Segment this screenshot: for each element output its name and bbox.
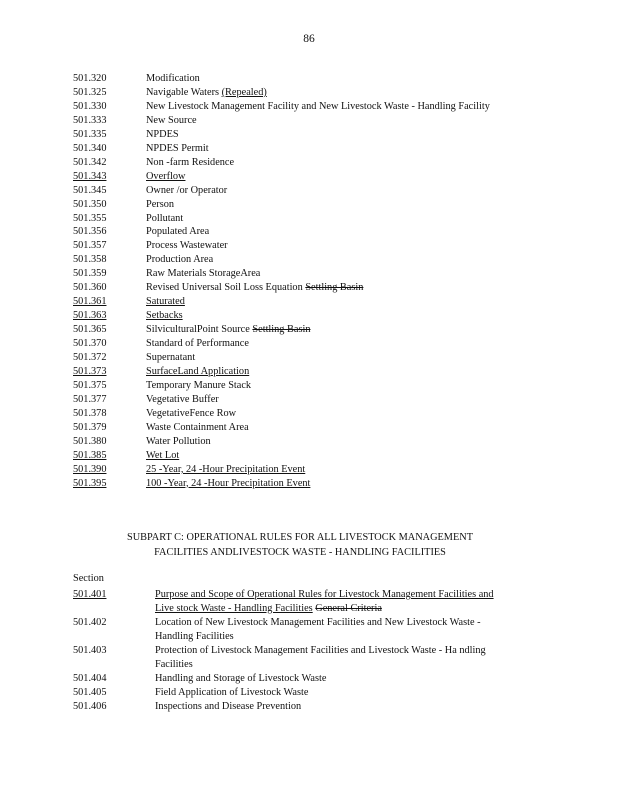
section-entry bbox=[0, 170, 618, 184]
section-number: 501.377 bbox=[73, 393, 107, 405]
struck-text: Settling Basin bbox=[305, 282, 364, 294]
section-entry bbox=[0, 267, 618, 281]
section-title-text: SilviculturalPoint Source bbox=[146, 324, 250, 336]
section-entry bbox=[0, 393, 618, 407]
section-title bbox=[146, 128, 506, 142]
section-title bbox=[146, 435, 506, 449]
section-title-text: Owner /or Operator bbox=[146, 184, 228, 196]
section-entry bbox=[0, 672, 618, 686]
section-title-text: Wet Lot bbox=[146, 449, 180, 461]
section-number: 501.330 bbox=[73, 100, 107, 112]
section-title-text: Person bbox=[146, 198, 175, 210]
subpart-heading bbox=[100, 531, 500, 560]
section-title-text: Vegetative Buffer bbox=[146, 393, 219, 405]
section-number: 501.343 bbox=[73, 170, 107, 182]
section-title bbox=[146, 225, 506, 239]
section-entry bbox=[0, 686, 618, 700]
section-title bbox=[155, 644, 500, 672]
section-number: 501.355 bbox=[73, 212, 107, 224]
section-title-text: Inspections and Disease Prevention bbox=[155, 700, 302, 712]
section-title-text: NPDES bbox=[146, 128, 179, 140]
section-title-text: Populated Area bbox=[146, 226, 210, 238]
section-entry bbox=[0, 616, 618, 644]
section-title bbox=[146, 170, 506, 184]
section-title bbox=[155, 672, 500, 686]
section-list bbox=[0, 72, 618, 491]
section-number: 501.360 bbox=[73, 282, 107, 294]
section-number: 501.365 bbox=[73, 324, 107, 336]
section-title-text: Setbacks bbox=[146, 310, 183, 322]
section-number: 501.395 bbox=[73, 477, 107, 489]
section-entry bbox=[0, 477, 618, 491]
section-title-text: Saturated bbox=[146, 296, 185, 308]
section-entry bbox=[0, 156, 618, 170]
section-title bbox=[146, 72, 506, 86]
section-title-text: 100 -Year, 24 -Hour Precipitation Event bbox=[146, 477, 311, 489]
section-number: 501.406 bbox=[73, 700, 107, 712]
section-number: 501.380 bbox=[73, 435, 107, 447]
section-number: 501.325 bbox=[73, 86, 107, 98]
section-number: 501.405 bbox=[73, 686, 107, 698]
section-entry bbox=[0, 281, 618, 295]
section-entry bbox=[0, 365, 618, 379]
section-title bbox=[146, 253, 506, 267]
section-title-text: Overflow bbox=[146, 170, 186, 182]
section-entry bbox=[0, 225, 618, 239]
section-title bbox=[146, 309, 506, 323]
section-entry bbox=[0, 295, 618, 309]
section-title-text: Standard of Performance bbox=[146, 338, 249, 350]
section-title-text: Process Wastewater bbox=[146, 240, 228, 252]
section-title bbox=[146, 239, 506, 253]
section-title-text: NPDES Permit bbox=[146, 142, 209, 154]
section-title bbox=[155, 700, 500, 714]
section-entry bbox=[0, 212, 618, 226]
section-title-text: Non -farm Residence bbox=[146, 156, 235, 168]
section-title bbox=[146, 100, 506, 114]
struck-text: General Criteria bbox=[315, 602, 382, 614]
section-title-text: Supernatant bbox=[146, 352, 196, 364]
section-number: 501.372 bbox=[73, 352, 107, 364]
section-title-text: Production Area bbox=[146, 254, 214, 266]
section-number: 501.385 bbox=[73, 449, 107, 461]
section-entry bbox=[0, 323, 618, 337]
section-title bbox=[146, 86, 506, 100]
section-entry bbox=[0, 700, 618, 714]
section-title bbox=[146, 393, 506, 407]
section-title-text: Navigable Waters bbox=[146, 86, 220, 98]
section-title-text: Revised Universal Soil Loss Equation bbox=[146, 282, 303, 294]
section-number: 501.402 bbox=[73, 616, 107, 628]
section-title-text: Modification bbox=[146, 73, 200, 84]
section-title bbox=[146, 463, 506, 477]
section-number: 501.345 bbox=[73, 184, 107, 196]
section-title bbox=[146, 477, 506, 491]
section-entry bbox=[0, 114, 618, 128]
section-number: 501.370 bbox=[73, 338, 107, 350]
section-title-text: Pollutant bbox=[146, 212, 184, 224]
section-title-text: 25 -Year, 24 -Hour Precipitation Event bbox=[146, 463, 306, 475]
section-list-subpart-c bbox=[0, 588, 618, 714]
section-title bbox=[146, 281, 506, 295]
section-title-text: SurfaceLand Application bbox=[146, 366, 250, 378]
section-entry bbox=[0, 449, 618, 463]
section-number: 501.375 bbox=[73, 379, 107, 391]
section-entry bbox=[0, 351, 618, 365]
section-title bbox=[146, 365, 506, 379]
inserted-text: (Repealed) bbox=[221, 86, 267, 98]
subpart-heading-line-2: FACILITIES ANDLIVESTOCK WASTE - HANDLING FACILITIES bbox=[154, 546, 446, 558]
section-title bbox=[146, 184, 506, 198]
section-title bbox=[146, 421, 506, 435]
section-entry bbox=[0, 142, 618, 156]
section-number: 501.373 bbox=[73, 366, 107, 378]
section-entry bbox=[0, 239, 618, 253]
section-number: 501.350 bbox=[73, 198, 107, 210]
section-title bbox=[146, 449, 506, 463]
section-number: 501.361 bbox=[73, 296, 107, 308]
section-title bbox=[146, 337, 506, 351]
section-number: 501.390 bbox=[73, 463, 107, 475]
section-number: 501.342 bbox=[73, 156, 107, 168]
section-title bbox=[146, 142, 506, 156]
section-number: 501.404 bbox=[73, 672, 107, 684]
section-number: 501.359 bbox=[73, 268, 107, 280]
section-number: 501.401 bbox=[73, 589, 107, 600]
page-number: 86 bbox=[303, 33, 315, 45]
section-number: 501.378 bbox=[73, 407, 107, 419]
section-entry bbox=[0, 184, 618, 198]
section-title-text: Waste Containment Area bbox=[146, 421, 249, 433]
section-number: 501.340 bbox=[73, 142, 107, 154]
section-entry bbox=[0, 253, 618, 267]
section-title bbox=[146, 156, 506, 170]
section-title bbox=[146, 212, 506, 226]
section-entry bbox=[0, 337, 618, 351]
section-title bbox=[146, 323, 506, 337]
section-number: 501.356 bbox=[73, 226, 107, 238]
section-title-text: VegetativeFence Row bbox=[146, 407, 237, 419]
section-title-text: Location of New Livestock Management Facilities and New Livestock Waste -Handling Facilities bbox=[155, 616, 481, 642]
section-title bbox=[146, 295, 506, 309]
section-title-text: New Livestock Management Facility and New Livestock Waste - Handling Facility bbox=[146, 100, 490, 112]
section-entry bbox=[0, 309, 618, 323]
section-entry bbox=[0, 644, 618, 672]
section-number: 501.320 bbox=[73, 73, 107, 84]
section-entry bbox=[0, 86, 618, 100]
section-title-text: New Source bbox=[146, 114, 197, 126]
section-entry bbox=[0, 100, 618, 114]
section-title bbox=[146, 407, 506, 421]
section-column-label: Section bbox=[73, 573, 104, 584]
section-entry bbox=[0, 198, 618, 212]
section-title-text: Purpose and Scope of Operational Rules for Livestock Management Facilities and Live stock Waste - Handling Facilities bbox=[155, 589, 494, 614]
section-entry bbox=[0, 588, 618, 616]
section-entry bbox=[0, 379, 618, 393]
section-title-text: Water Pollution bbox=[146, 435, 211, 447]
struck-text: Settling Basin bbox=[252, 324, 311, 336]
subpart-heading-line-1: SUBPART C: OPERATIONAL RULES FOR ALL LIVESTOCK MANAGEMENT bbox=[127, 532, 473, 543]
section-entry bbox=[0, 421, 618, 435]
section-number: 501.403 bbox=[73, 644, 107, 656]
section-title bbox=[146, 114, 506, 128]
section-number: 501.379 bbox=[73, 421, 107, 433]
section-number: 501.363 bbox=[73, 310, 107, 322]
section-title bbox=[155, 588, 500, 616]
section-number: 501.333 bbox=[73, 114, 107, 126]
section-number: 501.358 bbox=[73, 254, 107, 266]
section-title-text: Protection of Livestock Management Facilities and Livestock Waste - Ha ndling Facilities bbox=[155, 644, 486, 670]
section-title bbox=[146, 379, 506, 393]
section-title-text: Raw Materials StorageArea bbox=[146, 268, 261, 280]
section-entry bbox=[0, 407, 618, 421]
section-title-text: Temporary Manure Stack bbox=[146, 379, 252, 391]
section-entry bbox=[0, 435, 618, 449]
section-number: 501.357 bbox=[73, 240, 107, 252]
section-entry bbox=[0, 72, 618, 86]
section-entry bbox=[0, 128, 618, 142]
section-number: 501.335 bbox=[73, 128, 107, 140]
section-title-text: Handling and Storage of Livestock Waste bbox=[155, 672, 327, 684]
section-title bbox=[146, 267, 506, 281]
section-title bbox=[146, 198, 506, 212]
section-title bbox=[155, 686, 500, 700]
section-entry bbox=[0, 463, 618, 477]
section-title bbox=[155, 616, 500, 644]
section-title-text: Field Application of Livestock Waste bbox=[155, 686, 309, 698]
section-title bbox=[146, 351, 506, 365]
